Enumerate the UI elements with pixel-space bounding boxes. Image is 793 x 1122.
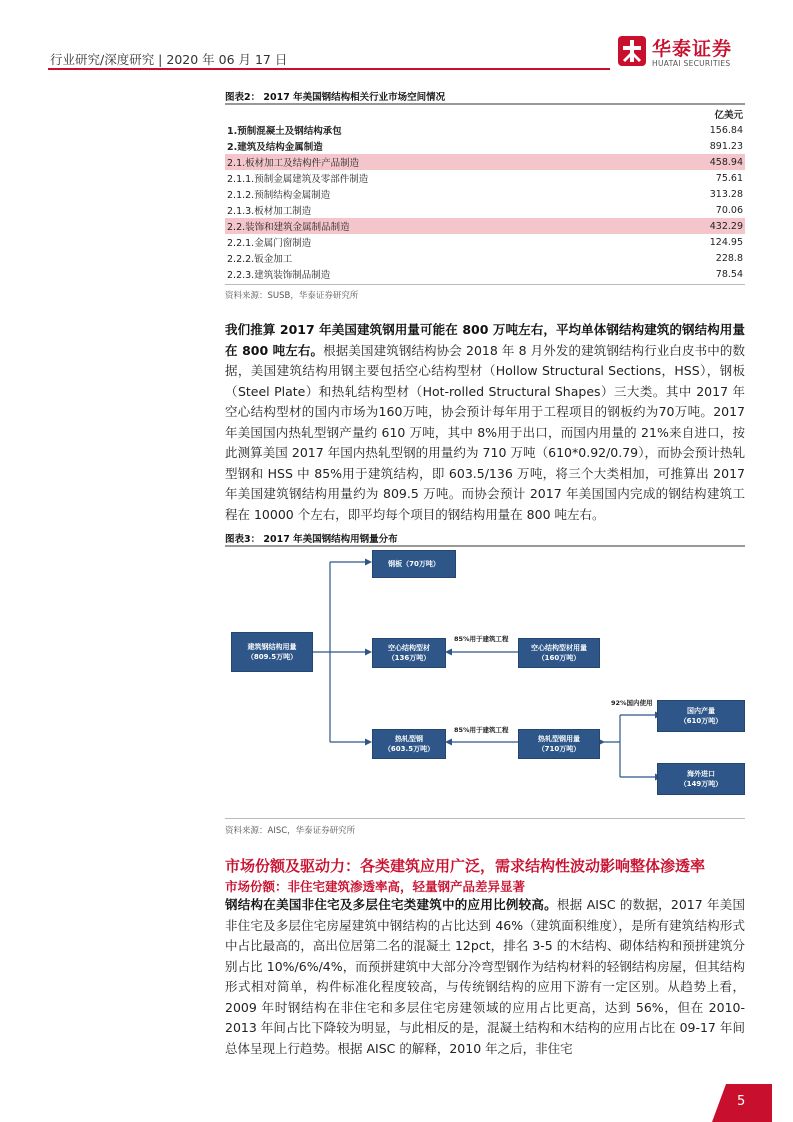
box-steel-plate: [372, 550, 456, 578]
row-label: 2.1.板材加工及结构件产品制造: [225, 154, 639, 170]
table-row: [225, 138, 745, 154]
table-row: [225, 250, 745, 266]
body-paragraph-2: [225, 895, 745, 1059]
box-line: 钢板（70万吨）: [388, 560, 440, 568]
figure2-title: 图表2： 2017 年美国钢结构相关行业市场空间情况: [225, 92, 446, 103]
box-line: 国内产量: [687, 707, 715, 715]
figure2-bottom-rule: [225, 284, 745, 285]
label-hss-pct: 85%用于建筑工程: [454, 635, 509, 643]
box-hr-used: [372, 729, 446, 759]
page-number: 5: [737, 1094, 746, 1109]
table-row: [225, 170, 745, 186]
figure2-top-rule: [225, 103, 745, 105]
para1-lead: 我们推算 2017 年美国建筑钢用量可能在 800 万吨左右，平均单体钢结构建筑的钢结构用量在 800 吨左右。: [225, 322, 745, 358]
row-label: 1.预制混凝土及钢结构承包: [227, 126, 342, 137]
figure3-bottom-rule: [225, 818, 745, 819]
figure3-source: 资料来源：AISC，华泰证券研究所: [225, 826, 356, 836]
table-row: [225, 266, 745, 282]
arrowhead: [365, 649, 372, 656]
box-line: 热轧型钢用量: [538, 735, 580, 743]
logo-en-name: HUATAI SECURITIES: [652, 59, 731, 68]
row-value: 70.06: [715, 204, 743, 216]
row-label: 2.2.2.钣金加工: [227, 254, 293, 265]
label-domestic-pct: 92%国内使用: [611, 699, 653, 707]
box-line: （710万吨）: [537, 745, 581, 753]
box-line: （136万吨）: [387, 654, 431, 662]
label-hr-pct: 85%用于建筑工程: [454, 726, 509, 734]
box-overseas-import: [657, 763, 745, 795]
box-line: （809.5万吨）: [246, 653, 298, 661]
arrowhead: [445, 739, 452, 746]
arrowhead: [365, 739, 372, 746]
table-unit-spacer: [225, 106, 639, 122]
box-line: （610万吨）: [679, 717, 723, 725]
box-line: 热轧型钢: [395, 735, 423, 743]
body-paragraph-1: [225, 320, 745, 525]
box-line: 建筑钢结构用量: [247, 643, 297, 651]
section-subtitle: 市场份额：非住宅建筑渗透率高，轻量钢产品差异显著: [225, 879, 526, 894]
table-row: [225, 122, 745, 138]
row-label: 2.1.1.预制金属建筑及零部件制造: [227, 174, 369, 185]
table-unit: 亿美元: [714, 110, 743, 121]
figure2-table: [225, 106, 745, 282]
huatai-logo: [616, 34, 746, 70]
box-domestic-production: [657, 700, 745, 732]
row-label: 2.2.1.金属门窗制造: [227, 238, 312, 249]
box-line: 海外进口: [687, 770, 715, 778]
huatai-logo-icon: [616, 34, 648, 68]
arrowhead: [445, 649, 452, 656]
figure2-source: 资料来源：SUSB，华泰证券研究所: [225, 291, 359, 301]
row-value: 432.29: [639, 218, 745, 234]
box-total-steel: [231, 632, 313, 672]
box-line: （149万吨）: [679, 780, 723, 788]
figure3-title: 图表3： 2017 年美国钢结构用钢量分布: [225, 534, 398, 545]
box-line: 空心结构型材: [388, 644, 430, 652]
box-line: （160万吨）: [537, 654, 581, 662]
row-label: 2.1.2.预制结构金属制造: [227, 190, 331, 201]
table-row: [225, 234, 745, 250]
row-value: 124.95: [709, 236, 743, 248]
row-label: 2.建筑及结构金属制造: [227, 142, 323, 153]
header-divider: [48, 68, 610, 70]
section-title: 市场份额及驱动力：各类建筑应用广泛，需求结构性波动影响整体渗透率: [225, 857, 706, 875]
row-value: 458.94: [639, 154, 745, 170]
table-row: [225, 202, 745, 218]
row-label: 2.2.3.建筑装饰制品制造: [227, 270, 331, 281]
table-row-highlight: [225, 218, 745, 234]
box-line: 空心结构型材用量: [531, 644, 587, 652]
para2-text: 根据 AISC 的数据，2017 年美国非住宅及多层住宅房屋建筑中钢结构的占比达到 46%（建筑面积维度），是所有建筑结构形式中占比最高的，高出位居第二名的混凝土 12pct，排名 3-5 的木结构、砌体结构和预拼建筑分别占比 10%/6%/4%，而预拼建筑中大部分冷弯型钢作为结构材料的轻钢结构房屋，但其结构形式相对简单，构件标准化程度较高，与传统钢结构的应用下游有一定区别。从趋势上看，2009 年时钢结构在非住宅和多层住宅房建领域的应用占比更高，达到 56%，但在 2010-2013 年间占比下降较为明显，与此相反的是，混凝土结构和木结构的应用占比在 09-17 年间总体呈现上行趋势。根据 AISC 的解释，2010 年之后，非住宅: [225, 897, 745, 1056]
box-line: （603.5万吨）: [383, 745, 435, 753]
row-value: 228.8: [715, 252, 743, 264]
row-label: 2.2.装饰和建筑金属制品制造: [225, 218, 639, 234]
row-value: 313.28: [709, 188, 743, 200]
arrowhead: [365, 559, 372, 566]
box-hss-total: [518, 638, 600, 668]
row-value: 156.84: [709, 124, 743, 136]
figure3-top-rule: [225, 545, 745, 547]
box-hr-total: [518, 729, 600, 759]
box-hss-used: [372, 638, 446, 668]
header-report-info: 行业研究/深度研究 | 2020 年 06 月 17 日: [50, 52, 288, 67]
row-label: 2.1.3.板材加工制造: [227, 206, 312, 217]
para2-lead: 钢结构在美国非住宅及多层住宅类建筑中的应用比例较高。: [225, 897, 557, 912]
row-value: 891.23: [709, 140, 743, 152]
table-row: [225, 186, 745, 202]
row-value: 78.54: [715, 268, 743, 280]
table-row-highlight: [225, 154, 745, 170]
row-value: 75.61: [715, 172, 743, 184]
para1-text: 根据美国建筑钢结构协会 2018 年 8 月外发的建筑钢结构行业白皮书中的数据，美国建筑结构用钢主要包括空心结构型材（Hollow Structural Sections，HSS），钢板（Steel Plate）和热轧结构型材（Hot-rolled Structural Shapes）三大类。其中 2017 年空心结构型材的国内市场为160万吨，协会预计每年用于工程项目的钢板约为70万吨。2017 年美国国内热轧型钢产量约 610 万吨，其中 8%用于出口，而国内用量的 21%来自进口，按此测算美国 2017 年国内热轧型钢的用量约为 710 万吨（610*0.92/0.79），而协会预计热轧型钢和 HSS 中 85%用于建筑结构，即 603.5/136 万吨，将三个大类相加，可推算出 2017 年美国建筑钢结构用量约为 809.5 万吨。而协会预计 2017 年美国国内完成的钢结构建筑工程在 10000 个左右，即平均每个项目的钢结构用量在 800 吨左右。: [225, 342, 746, 522]
logo-cn-name: 华泰证券: [652, 38, 733, 60]
